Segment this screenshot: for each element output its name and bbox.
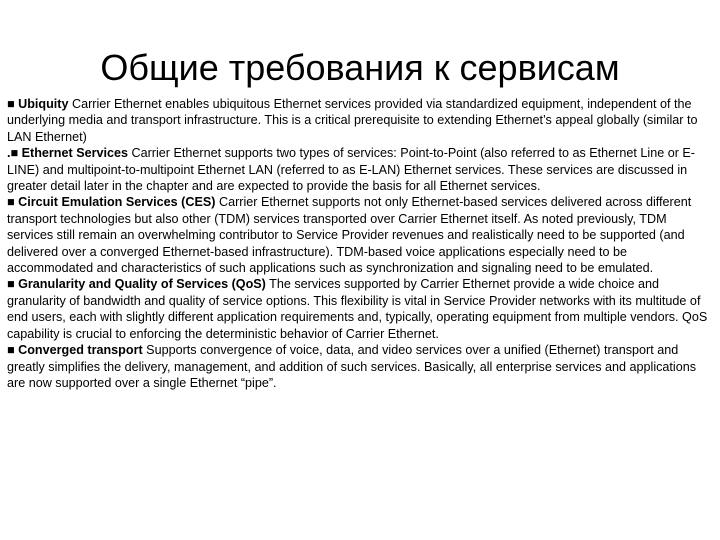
paragraph-granularity-qos	[7, 276, 712, 342]
bullet-marker: .■	[7, 146, 22, 161]
paragraph-text: Carrier Ethernet supports two types of services: Point-to-Point (also referred to as Ethernet Line or E-LINE) and multipoint-to-multipoint Ethernet LAN (referred to as E-LAN) Ethernet services. These services are discussed in greater detail later in the chapter and are expected to provide the basis for all Ethernet services.	[7, 146, 695, 194]
paragraph-text: Carrier Ethernet enables ubiquitous Ethernet services provided via standardized equipment, independent of the underlying media and transport infrastructure. This is a critical prerequisite to extending Ethernet’s appeal globally (similar to LAN Ethernet)	[7, 97, 698, 144]
term-label: Converged transport	[18, 343, 143, 358]
paragraph-circuit-emulation	[7, 194, 712, 276]
bullet-marker: ■	[7, 195, 19, 210]
paragraph-text: Carrier Ethernet supports not only Ethernet-based services delivered across different transport technologies but also other (TDM) services transported over Carrier Ethernet itself. As noted previously, TDM services still remain an overwhelming contributor to Service Provider revenues and realistically need to be supported (and delivered over a converged Ethernet-based infrastructure). TDM-based voice applications especially need to be accommodated and characteristics of such applications such as synchronization and signaling need to be emulated.	[7, 195, 692, 276]
term-label: Ethernet Services	[21, 146, 129, 161]
term-label: Ubiquity	[18, 97, 69, 111]
paragraph-ubiquity	[7, 96, 712, 145]
bullet-marker: ■	[7, 97, 19, 111]
paragraph-ethernet-services	[7, 145, 712, 194]
bullet-marker: ■	[7, 277, 19, 292]
term-label: Circuit Emulation Services (CES)	[18, 195, 216, 210]
slide-body	[7, 96, 712, 391]
paragraph-text: Supports convergence of voice, data, and video services over a unified (Ethernet) transport and greatly simplifies the delivery, management, and addition of such services. Basically, all enterprise services and applications are now supported over a single Ethernet “pipe”.	[7, 343, 697, 390]
slide-title: Общие требования к сервисам	[100, 47, 620, 88]
term-label: Granularity and Quality of Services (QoS)	[18, 277, 266, 292]
paragraph-converged-transport	[7, 342, 712, 391]
bullet-marker: ■	[7, 343, 19, 358]
paragraph-text: The services supported by Carrier Ethernet provide a wide choice and granularity of bandwidth and quality of service options. This flexibility is vital in Service Provider networks with its multitude of end users, each with slightly different application requirements and, typically, operating equipment from multiple vendors. QoS capability is crucial to enforcing the deterministic behavior of Carrier Ethernet.	[7, 277, 708, 341]
